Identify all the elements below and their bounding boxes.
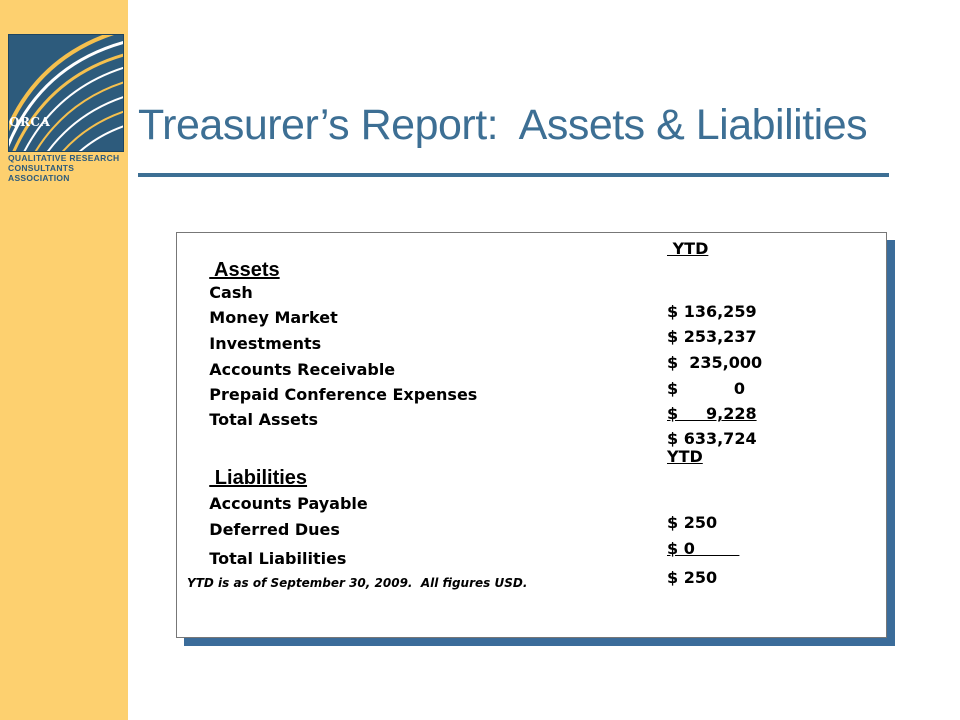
liabilities-heading: Liabilities: [209, 467, 308, 489]
liability-value: $ 250: [667, 568, 718, 587]
organization-name-line-1: QUALITATIVE RESEARCH: [8, 153, 120, 163]
liability-label: Deferred Dues: [209, 520, 340, 539]
asset-value: $ 633,724: [667, 429, 757, 448]
asset-value: $ 136,259: [667, 302, 757, 321]
liability-value: $ 250: [667, 513, 718, 532]
qrca-logo: [8, 34, 124, 152]
asset-label: Accounts Receivable: [209, 360, 396, 379]
asset-label: Cash: [209, 283, 253, 302]
footnote: YTD is as of September 30, 2009. All figures USD.: [187, 576, 528, 590]
liability-label: Total Liabilities: [209, 549, 347, 568]
asset-value: $ 9,228: [667, 404, 757, 423]
organization-name-line-2: CONSULTANTS ASSOCIATION: [8, 163, 75, 183]
asset-label: Prepaid Conference Expenses: [209, 385, 478, 404]
asset-label: Investments: [209, 334, 322, 353]
report-box: [176, 232, 887, 638]
asset-value: $ 253,237: [667, 327, 757, 346]
organization-name: [8, 153, 124, 183]
liabilities-ytd-column-header: YTD: [667, 447, 703, 466]
liability-label: Accounts Payable: [209, 494, 368, 513]
liability-value: $ 0: [667, 539, 740, 558]
logo-swoosh-icon: [9, 35, 123, 151]
title-underline-divider: [138, 173, 889, 177]
asset-label: Total Assets: [209, 410, 319, 429]
asset-value: $ 235,000: [667, 353, 763, 372]
assets-heading: Assets: [209, 259, 280, 281]
slide-title: Treasurer’s Report: Assets & Liabilities: [138, 101, 868, 149]
logo-text: QRCA: [9, 115, 51, 129]
assets-ytd-column-header: YTD: [667, 239, 709, 258]
asset-value: $ 0: [667, 379, 745, 398]
asset-label: Money Market: [209, 308, 338, 327]
